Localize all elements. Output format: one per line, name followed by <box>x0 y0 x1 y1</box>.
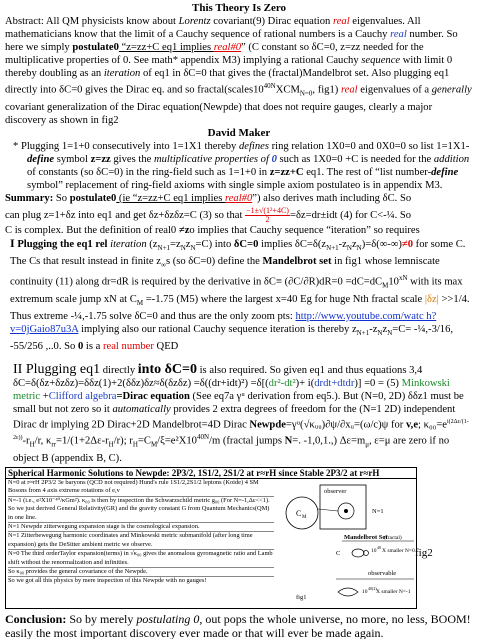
section-ii-text: /r); r <box>113 435 133 447</box>
section-i-text: =-1.75 (M5) where the largest x=40 Eg for huge Nth fractal scale <box>143 293 425 305</box>
abstract-text: 40N <box>263 82 276 90</box>
abstract-text: , fig1) <box>312 84 341 96</box>
diag-observable-label: observable <box>368 569 397 577</box>
equation-text: =δz=dr±idt (4) for C<-¼. So <box>289 209 412 221</box>
section-ii-text: =Dirac equation <box>116 390 190 402</box>
section-i-text: N <box>387 328 393 337</box>
section-i-text: N+1 <box>326 243 339 252</box>
page-title: This Theory Is Zero <box>191 2 287 14</box>
bullet-text: defines <box>238 140 269 152</box>
section-ii-text: directly <box>100 364 138 376</box>
abstract-text: “z=zz+C eq1 implies <box>118 42 214 53</box>
bullet-text: z=zz+C <box>269 166 304 178</box>
complex-text: ≠z <box>178 224 190 236</box>
section-i-text: z <box>351 238 357 250</box>
section-ii-text: H <box>132 440 138 449</box>
diag-scale2-base: 10 <box>362 588 368 595</box>
section-ii-text: drdt+dtdr <box>314 377 355 389</box>
fractal-scale-diagram <box>276 479 416 607</box>
box-row: N=-1 (i.e., e²X10⁻⁴⁰/κGm²). κ₀₀ is then by inspection the Schwarzschild metric g₀₀ (For N=-1,Δε<<1). So we just derived General Relativity(GR) and the gravity constant G from Quantum Mechanics(QM) in one line. <box>8 497 274 523</box>
section-ii-text: μ <box>365 440 369 449</box>
section-ii-text: i(2Δε/(1-2ε)) <box>13 418 469 442</box>
section-i-text: N <box>190 243 196 252</box>
box-row: N=0 at r≈rH 2P3/2 3e baryons (QCD not required) Hund's rule 1S1/2,2S1/2 leptons (Koide) 4 SM Bosons from 4 axis extreme rotations of e,v <box>8 479 274 497</box>
section-i-text: M <box>382 281 389 290</box>
box-row: N=1 Zitterbewegung harmonic coordinates and Minkowski metric submanifold (after long time expansion) gets the DeSitter ambient metric we observe. <box>8 532 274 550</box>
section-ii-text: ; κ₀₀=e <box>418 419 448 431</box>
bullet-text: gives the <box>110 153 154 165</box>
section-i-text: in fig1 whose lemniscate continuity (11) along dr=dR is required by the derivative in δC≡ (∂C/∂R)dR=0 =dC=dC <box>10 255 440 288</box>
section-i-text: -z <box>369 323 378 335</box>
abstract-text: eigenvalues of a <box>357 84 432 96</box>
fig2-label: fig2 <box>415 547 433 559</box>
diag-n1-label: N=1 <box>372 507 384 515</box>
section-i-text: implies δC=δ(z <box>258 238 327 250</box>
conclusion-text: postulating 0 <box>136 611 200 626</box>
complex-text: o implies that Cauchy sequence “iteration” so requires <box>189 224 420 236</box>
section-ii-text: )] =0 = (5) <box>354 377 402 389</box>
section-ii-text: automatically <box>112 403 171 415</box>
abstract-text: postulate0 <box>72 42 119 53</box>
quadratic-fraction <box>245 207 290 224</box>
section-i-text: implying also our rational Cauchy sequence iteration is thereby z <box>78 323 357 335</box>
section-ii-text: -r <box>22 435 30 447</box>
diag-scale1-text: X smaller N=0 <box>382 547 415 554</box>
abstract-text: covariant generalization of the Dirac equation(Newpde) that does not require gauges, clearly a major discovery as shown in fig2 <box>5 101 433 126</box>
connector-line <box>318 509 338 511</box>
section-ii-text: )+ i( <box>295 377 315 389</box>
diag-observer-label: observer <box>324 487 347 495</box>
bullet-text: 0 <box>271 153 277 165</box>
section-ii-text: rr <box>51 440 56 449</box>
section-i-text: =z <box>170 238 181 250</box>
mandel-small-1 <box>352 549 364 557</box>
abstract-text: ” (C constant so δC=0, z=zz needed for the multiplicative properties of 0. See math* appendix M3) implying a rational Cauchy <box>5 42 424 66</box>
section-i-text: s (so δC=0) define the <box>165 255 263 267</box>
section-ii-heading: II Plugging eq1 <box>13 361 101 377</box>
section-i-text: with its max extremum scale jump xN at C <box>10 276 463 305</box>
abstract-text: eigenvalues. All mathematicians know that the limit of a Cauchy sequence of rational numbers is a Cauchy <box>5 16 421 40</box>
diag-cm-sub: M <box>302 514 307 520</box>
summary-label: Summary: <box>5 192 54 204</box>
section-i-text: N <box>346 243 352 252</box>
section-i-text: 10 <box>388 276 399 288</box>
section-i-text: z <box>382 323 388 335</box>
section-i-text: -z <box>338 238 347 250</box>
section-ii-text: Newpde <box>249 419 286 431</box>
section-ii-text: dr²-dt² <box>268 377 296 389</box>
section-ii-text: H <box>29 440 35 449</box>
box-row: N=1 Newpde zitterwegung expansion stage is the cosmological expansion. <box>8 523 274 532</box>
section-i-text: z <box>185 238 191 250</box>
section-i-text: =C) into <box>195 238 234 250</box>
mandel-small-3 <box>338 588 358 596</box>
section-i-text: ∞ <box>160 260 166 269</box>
abstract-text: of eq1 in δC=0 that gives the (fractal)Mandelbrot set. Also plugging eq1 directly into δC=0 gives the Dirac eq. and so fractal(scales10 <box>5 68 450 96</box>
abstract-text: number. So here we simply <box>5 29 458 53</box>
summary-text: (ie “z=zz+C eq1 implies <box>116 192 225 204</box>
section-ii-text: =. -1,0,1.,) Δε=m <box>292 435 366 447</box>
bullet-text: symbol” replacement of ring-field axioms with single simple axiom postulateo is in appendix M3. <box>27 179 443 191</box>
section-i-numeral: I <box>10 235 15 250</box>
bullet-text: eq1. The rest of “list number- <box>303 166 432 178</box>
section-i-text: ≠0 <box>401 238 414 250</box>
summary-text: real#0 <box>225 192 253 204</box>
section-ii-text: M <box>150 440 158 449</box>
box-row: So we got all this physics by mere inspection of this Newpde with no gauges! <box>8 577 207 585</box>
abstract-text: real <box>390 29 407 40</box>
diag-fig1-label: fig1 <box>296 593 307 601</box>
section-ii-text: is also required. So given eq1 and thus equations 3,4 δC=δ(δz+δzδz)=δδz(1)+2(δδz)δz≈δ(δzδz) =δ((dr+idt)²) =δ[( <box>13 364 423 389</box>
summary-text: postulate0 <box>69 192 117 204</box>
section-ii-text: (See eq7a γᵘ derivation from eq5.). But (N=0, 2D) δδz1 must be small but not zero so it <box>13 390 464 415</box>
section-i-text: eq1 rel <box>76 238 108 250</box>
fraction-numerator: −1±√(1²+4C) <box>246 205 289 215</box>
abstract-text: generally <box>431 84 472 96</box>
abstract-text: with limit 0 thereby doubling as an <box>5 55 453 79</box>
conclusion-paragraph <box>5 612 473 639</box>
center-dot <box>344 509 348 513</box>
summary-paragraph <box>5 192 473 205</box>
section-i-text: xN <box>398 273 408 282</box>
section-i-text: =C= -¼,-3/16, -55/256 ,..0. So <box>10 323 454 352</box>
diag-scale2-exp: 40(2) <box>368 585 377 591</box>
section-ii-text: /ξ=e²X10 <box>157 435 197 447</box>
bullet-text: addition <box>433 153 470 165</box>
section-ii-text: , ε=μ are zero if no object B (appendix B, C). <box>13 435 450 464</box>
section-i-text: N <box>377 328 383 337</box>
abstract-text: real <box>332 16 350 27</box>
equation-text: can plug z=1+δz into eq1 and get δz+δzδz=C (3) so that <box>5 209 243 221</box>
section-i-text: QED <box>153 340 179 352</box>
abstract-text: covariant(9) Dirac equation <box>210 16 333 27</box>
section-i-text: Plugging the <box>14 238 77 250</box>
section-i-text: N <box>180 243 186 252</box>
section-ii-text: Clifford algebra <box>48 390 117 402</box>
section-ii-text: =γᵘ(√κᵤᵤ)∂ψ/∂xᵤ=(ω/c)ψ for <box>285 419 406 431</box>
bullet-text: symbol <box>54 153 91 165</box>
bullet-paragraph <box>5 140 473 192</box>
abstract-text: real <box>340 84 358 96</box>
section-ii-paragraph <box>5 363 473 465</box>
bullet-text: of constants (so δC=0) in the ring-field such as 1=1+0 in <box>27 166 270 178</box>
diag-cm2-label: C <box>336 549 341 557</box>
diag-fractal-label: (fractal) <box>384 534 402 541</box>
section-i-text: N+1 <box>157 243 171 252</box>
conclusion-text: , out pops the whole universe, no more, no less, BOOM! easily the most important discovery ever made or that will ever be made again. <box>5 611 471 639</box>
section-ii-text: into <box>137 361 165 377</box>
fraction-denominator: 2 <box>265 214 270 224</box>
abstract-text: Abstract: All QM physicists know about <box>5 16 179 27</box>
abstract-text: Lorentz <box>178 16 211 27</box>
abstract-text: real#0 <box>213 42 242 53</box>
box-rows <box>6 479 274 586</box>
section-ii-text: H <box>108 440 114 449</box>
section-i-text: δC=0 <box>233 238 259 250</box>
bullet-text: define <box>27 153 55 165</box>
conclusion-label: Conclusion: <box>5 611 67 626</box>
cm-circle <box>286 497 318 529</box>
conclusion-text: So by merely <box>66 611 137 626</box>
section-i-text: real number <box>103 340 154 352</box>
section-i-text: (z <box>146 238 158 250</box>
abstract-paragraph <box>5 15 473 127</box>
section-ii-text: =C <box>137 435 151 447</box>
section-i-text: Mandelbrot set <box>262 255 332 267</box>
box-row: So κ₀₀ provides the general covariance of the Newpde. <box>8 568 274 577</box>
equation-line <box>5 207 473 224</box>
section-ii-text: N <box>284 435 293 447</box>
section-ii-text: /r, κ <box>34 435 52 447</box>
section-ii-text: δC=0 <box>164 361 197 377</box>
section-ii-text: Minkowski metric <box>13 377 450 402</box>
diag-cm-label: C <box>296 508 302 518</box>
section-ii-text: 40N <box>196 433 209 442</box>
section-i-text: 0 <box>77 340 84 352</box>
section-ii-text: =1/(1+2Δε-r <box>56 435 109 447</box>
abstract-text: iteration <box>103 68 141 79</box>
section-i-text: iteration <box>107 238 147 250</box>
section-i-text: for some C. The Cs that result instead in finite z <box>10 238 466 267</box>
spherical-harmonics-box <box>5 467 417 609</box>
section-i-text: |δz| <box>424 293 439 305</box>
summary-text: ”) also derives math including δC. So <box>252 192 412 204</box>
section-ii-text: provides 2 extra degrees of freedom for the (N=1 2D) independent Dirac dr implying 2D Dirac+2D Mandelbrot=4D Dirac <box>13 403 456 431</box>
bullet-text: multiplicative properties of <box>153 153 272 165</box>
section-ii-text: /m (fractal jumps <box>209 435 285 447</box>
section-i-text: >>1/4. Thus extreme -¼,-1.75 solve δC=0 and thus are the only zoom pts: <box>10 293 470 322</box>
youtube-link[interactable]: http://www.youtube.com/watc h?v=0jGaio87u3A <box>10 310 437 335</box>
abstract-text: sequence <box>361 55 401 66</box>
diag-mandelbrot-label: Mandelbrot Set <box>344 533 388 541</box>
section-i-paragraph <box>5 237 473 353</box>
box-row: N=0 The third orderTaylor expansion(terms) in √κ₀₀ gives the anomalous gyromagnetic ratio and Lamb shift without the renormalization and infinities. <box>8 550 274 568</box>
bullet-text: define <box>431 166 459 178</box>
section-ii-text: + <box>40 390 49 402</box>
diag-scale1-exp: 40 <box>377 544 381 550</box>
bullet-text: ring relation 1X0=0 and 0X0=0 so list 1=1X1- <box>268 140 470 152</box>
abstract-text: N=0 <box>299 89 313 98</box>
section-i-text: N <box>356 243 362 252</box>
author-name: David Maker <box>207 126 271 139</box>
bullet-text: such as 1X0=0 +C is needed for the <box>276 153 434 165</box>
section-i-text: N+1 <box>356 328 370 337</box>
complex-text: C is complex. But the definition of real0 <box>5 224 179 236</box>
bullet-text: z=zz <box>90 153 111 165</box>
section-ii-text: v,e <box>405 419 419 431</box>
diag-scale2-text: X smaller N=-1 <box>376 588 411 595</box>
section-i-text: )=δ(∞-∞) <box>361 238 402 250</box>
diag-scale1-base: 10 <box>371 547 377 554</box>
bullet-text: * Plugging 1=1+0 consecutively into 1=1X1 thereby <box>13 140 239 152</box>
section-i-text: is a <box>83 340 103 352</box>
summary-text: So <box>53 192 70 204</box>
box-header: Spherical Harmonic Solutions to Newpde: 2P3/2, 1S1/2, 2S1/2 at r≈rH since Stable 2P3/2 at r≈rH <box>6 468 416 479</box>
complex-line <box>5 224 473 237</box>
section-i-text: M <box>136 298 144 307</box>
abstract-text: XCM <box>275 84 300 96</box>
